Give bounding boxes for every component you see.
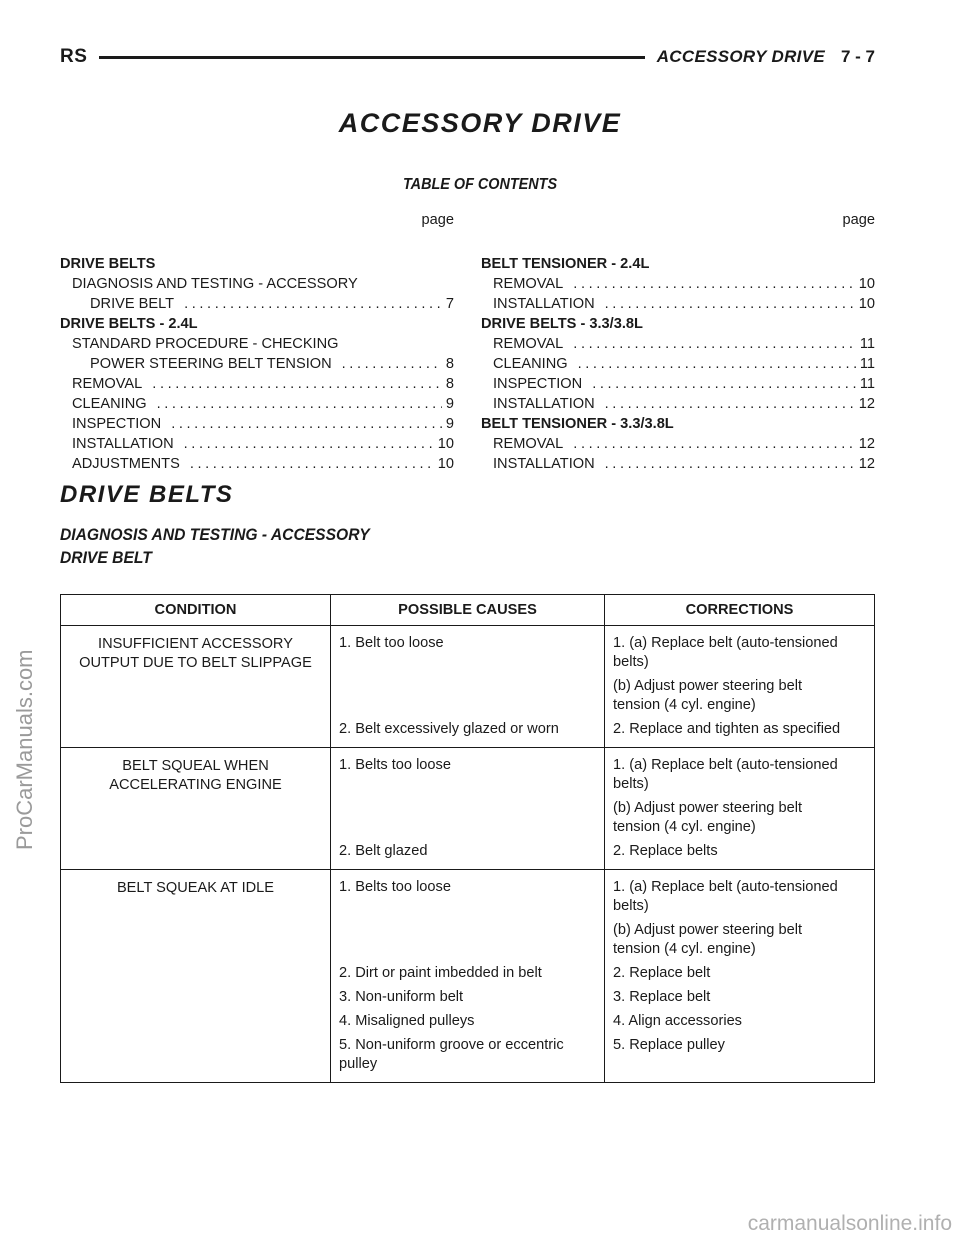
toc-entry <box>481 374 875 394</box>
correction-paragraph <box>613 842 866 861</box>
toc-entry-page: 9 <box>445 396 454 412</box>
toc-entry-text: REMOVAL <box>72 376 143 392</box>
header-possible-causes: POSSIBLE CAUSES <box>331 595 605 626</box>
correction-paragraph <box>613 677 866 715</box>
toc-entry-page: 10 <box>437 456 454 472</box>
correction-line: tension (4 cyl. engine) <box>613 697 756 713</box>
toc-entry-text: REMOVAL <box>493 436 564 452</box>
cause-item <box>339 634 596 715</box>
correction-line: 5. Replace pulley <box>613 1037 725 1053</box>
correction-line: (b) Adjust power steering belt <box>613 922 803 938</box>
correction-item <box>613 756 866 837</box>
cause-line: 2. Belt excessively glazed or worn <box>339 721 559 737</box>
toc-entry <box>481 434 875 454</box>
page-title: ACCESSORY DRIVE <box>338 108 622 138</box>
condition-line: ACCELERATING ENGINE <box>109 777 282 793</box>
toc-entry <box>60 374 454 394</box>
toc-list-left <box>60 254 454 474</box>
correction-paragraph <box>613 1036 866 1055</box>
cause-line: 5. Non-uniform groove or eccentric <box>339 1037 564 1053</box>
correction-line: 2. Replace belts <box>613 843 718 859</box>
toc-section-entry <box>481 314 875 334</box>
toc-entry-text: REMOVAL <box>493 336 564 352</box>
toc-entry-page: 12 <box>858 456 875 472</box>
toc-dot-leader <box>592 374 856 394</box>
toc-entry-text: INSTALLATION <box>493 396 595 412</box>
correction-line: (b) Adjust power steering belt <box>613 800 803 816</box>
toc-entry-text: INSTALLATION <box>493 296 595 312</box>
toc-entry <box>481 334 875 354</box>
cause-line: 1. Belt too loose <box>339 635 444 651</box>
toc-entry-text: BELT TENSIONER - 3.3/3.8L <box>481 416 674 432</box>
correction-line: belts) <box>613 898 649 914</box>
toc-section-entry <box>481 254 875 274</box>
header-corrections: CORRECTIONS <box>605 595 875 626</box>
toc-entry-page: 10 <box>437 436 454 452</box>
toc-dot-leader <box>573 334 856 354</box>
table-body <box>61 626 875 1083</box>
toc-section-entry <box>60 254 454 274</box>
causes-cell <box>331 870 605 1083</box>
toc-page-label: page <box>421 212 454 228</box>
table-header-row <box>61 595 875 626</box>
correction-line: belts) <box>613 776 649 792</box>
toc-list-right <box>481 254 875 474</box>
bottom-watermark: carmanualsonline.info <box>747 1212 952 1235</box>
correction-item <box>613 1012 866 1031</box>
condition-line: OUTPUT DUE TO BELT SLIPPAGE <box>79 655 312 671</box>
toc-dot-leader <box>573 434 854 454</box>
toc-entry-page: 10 <box>858 276 875 292</box>
correction-paragraph <box>613 921 866 959</box>
toc-entry-text: POWER STEERING BELT TENSION <box>90 356 332 372</box>
header-page-number: 7 - 7 <box>840 47 875 66</box>
correction-line: 1. (a) Replace belt (auto-tensioned <box>613 635 838 651</box>
toc-entry <box>60 434 454 454</box>
correction-line: 1. (a) Replace belt (auto-tensioned <box>613 879 838 895</box>
correction-paragraph <box>613 799 866 837</box>
toc-dot-leader <box>184 294 442 314</box>
correction-item <box>613 988 866 1007</box>
cause-line: pulley <box>339 1056 378 1072</box>
toc-dot-leader <box>190 454 434 474</box>
cause-line: 1. Belts too loose <box>339 757 451 773</box>
toc-entry <box>60 454 454 474</box>
section-title: DRIVE BELTS <box>60 481 234 508</box>
header-condition: CONDITION <box>61 595 331 626</box>
condition-line: BELT SQUEAL WHEN <box>122 758 269 774</box>
toc-entry-page: 12 <box>858 436 875 452</box>
correction-line: 1. (a) Replace belt (auto-tensioned <box>613 757 838 773</box>
corrections-cell <box>605 748 875 870</box>
correction-paragraph <box>613 878 866 916</box>
toc-entry-text: INSTALLATION <box>493 456 595 472</box>
correction-item <box>613 720 866 739</box>
correction-line: belts) <box>613 654 649 670</box>
cause-item <box>339 964 596 983</box>
cause-line: 3. Non-uniform belt <box>339 989 464 1005</box>
side-watermark: ProCarManuals.com <box>12 649 37 850</box>
toc-entry <box>481 454 875 474</box>
page-header <box>60 44 875 70</box>
correction-paragraph <box>613 988 866 1007</box>
correction-line: 2. Replace belt <box>613 965 711 981</box>
toc-dot-leader <box>171 414 442 434</box>
toc-dot-leader <box>573 274 854 294</box>
causes-cell <box>331 748 605 870</box>
toc-column-right <box>481 212 875 474</box>
correction-line: tension (4 cyl. engine) <box>613 941 756 957</box>
toc-dot-leader <box>152 374 442 394</box>
toc-entry-text: CLEANING <box>493 356 568 372</box>
toc-entry-text: REMOVAL <box>493 276 564 292</box>
cause-line: 2. Dirt or paint imbedded in belt <box>339 965 542 981</box>
correction-item <box>613 878 866 959</box>
diagnosis-table <box>60 594 875 1083</box>
cause-line: 4. Misaligned pulleys <box>339 1013 475 1029</box>
toc-entry <box>60 334 454 354</box>
toc-dot-leader <box>605 294 855 314</box>
toc-entry-page: 11 <box>859 376 875 392</box>
toc-entry-text: INSPECTION <box>72 416 162 432</box>
correction-item <box>613 964 866 983</box>
toc-entry <box>481 294 875 314</box>
toc-entry <box>60 414 454 434</box>
toc-dot-leader <box>605 394 855 414</box>
toc-entry-text: DRIVE BELTS - 3.3/3.8L <box>481 316 643 332</box>
causes-cell <box>331 626 605 748</box>
toc-entry <box>481 274 875 294</box>
cause-item <box>339 878 596 959</box>
toc-entry-text: DRIVE BELTS <box>60 256 156 272</box>
correction-line: 4. Align accessories <box>613 1013 742 1029</box>
corrections-cell <box>605 870 875 1083</box>
toc-entry-text: STANDARD PROCEDURE - CHECKING <box>72 336 339 352</box>
subsection-title-line: DIAGNOSIS AND TESTING - ACCESSORY <box>60 525 370 544</box>
toc-entry-text: DIAGNOSIS AND TESTING - ACCESSORY <box>72 276 358 292</box>
toc-entry-page: 9 <box>445 416 454 432</box>
condition-cell <box>61 748 331 870</box>
toc-entry-text: CLEANING <box>72 396 147 412</box>
toc-title: TABLE OF CONTENTS <box>402 176 558 193</box>
correction-paragraph <box>613 964 866 983</box>
cause-item <box>339 988 596 1007</box>
toc-entry-page: 8 <box>445 376 454 392</box>
toc-dot-leader <box>184 434 434 454</box>
correction-item <box>613 634 866 715</box>
correction-item <box>613 1036 866 1074</box>
toc-entry <box>60 274 454 294</box>
table-row <box>61 870 875 1083</box>
correction-line: 2. Replace and tighten as specified <box>613 721 841 737</box>
toc-entry <box>60 294 454 314</box>
table-row <box>61 626 875 748</box>
correction-paragraph <box>613 1012 866 1031</box>
toc-section-entry <box>481 414 875 434</box>
toc-entry-page: 7 <box>445 296 454 312</box>
header-model-code: RS <box>60 46 88 67</box>
subsection-title-line: DRIVE BELT <box>60 548 152 567</box>
correction-line: (b) Adjust power steering belt <box>613 678 803 694</box>
cause-line: 2. Belt glazed <box>339 843 428 859</box>
cause-item <box>339 756 596 837</box>
condition-cell <box>61 870 331 1083</box>
toc-entry-text: ADJUSTMENTS <box>72 456 180 472</box>
toc-dot-leader <box>342 354 442 374</box>
condition-line: INSUFFICIENT ACCESSORY <box>98 636 293 652</box>
toc-entry-text: DRIVE BELTS - 2.4L <box>60 316 198 332</box>
cause-item <box>339 1036 596 1074</box>
toc-entry-page: 12 <box>858 396 875 412</box>
toc-column-left <box>60 212 454 474</box>
cause-item <box>339 842 596 861</box>
toc-entry-text: BELT TENSIONER - 2.4L <box>481 256 650 272</box>
correction-paragraph <box>613 634 866 672</box>
toc-section-entry <box>60 314 454 334</box>
correction-paragraph <box>613 720 866 739</box>
toc-dot-leader <box>578 354 856 374</box>
toc-entry-page: 10 <box>858 296 875 312</box>
toc-entry <box>481 354 875 374</box>
toc-entry <box>60 354 454 374</box>
table-row <box>61 748 875 870</box>
correction-paragraph <box>613 756 866 794</box>
toc-dot-leader <box>157 394 442 414</box>
correction-line: tension (4 cyl. engine) <box>613 819 756 835</box>
toc-entry-text: DRIVE BELT <box>90 296 175 312</box>
correction-item <box>613 842 866 861</box>
toc-page-label: page <box>842 212 875 228</box>
toc-entry-page: 11 <box>859 356 875 372</box>
header-section-name: ACCESSORY DRIVE <box>656 47 825 66</box>
subsection-title <box>60 523 446 569</box>
toc-entry-text: INSPECTION <box>493 376 583 392</box>
correction-line: 3. Replace belt <box>613 989 711 1005</box>
cause-item <box>339 720 596 739</box>
toc-dot-leader <box>605 454 855 474</box>
toc-entry-page: 8 <box>445 356 454 372</box>
toc-entry-text: INSTALLATION <box>72 436 174 452</box>
corrections-cell <box>605 626 875 748</box>
condition-line: BELT SQUEAK AT IDLE <box>116 880 275 896</box>
toc-entry <box>60 394 454 414</box>
toc-entry-page: 11 <box>859 336 875 352</box>
condition-cell <box>61 626 331 748</box>
header-rule <box>99 56 644 59</box>
cause-line: 1. Belts too loose <box>339 879 451 895</box>
cause-item <box>339 1012 596 1031</box>
toc-entry <box>481 394 875 414</box>
